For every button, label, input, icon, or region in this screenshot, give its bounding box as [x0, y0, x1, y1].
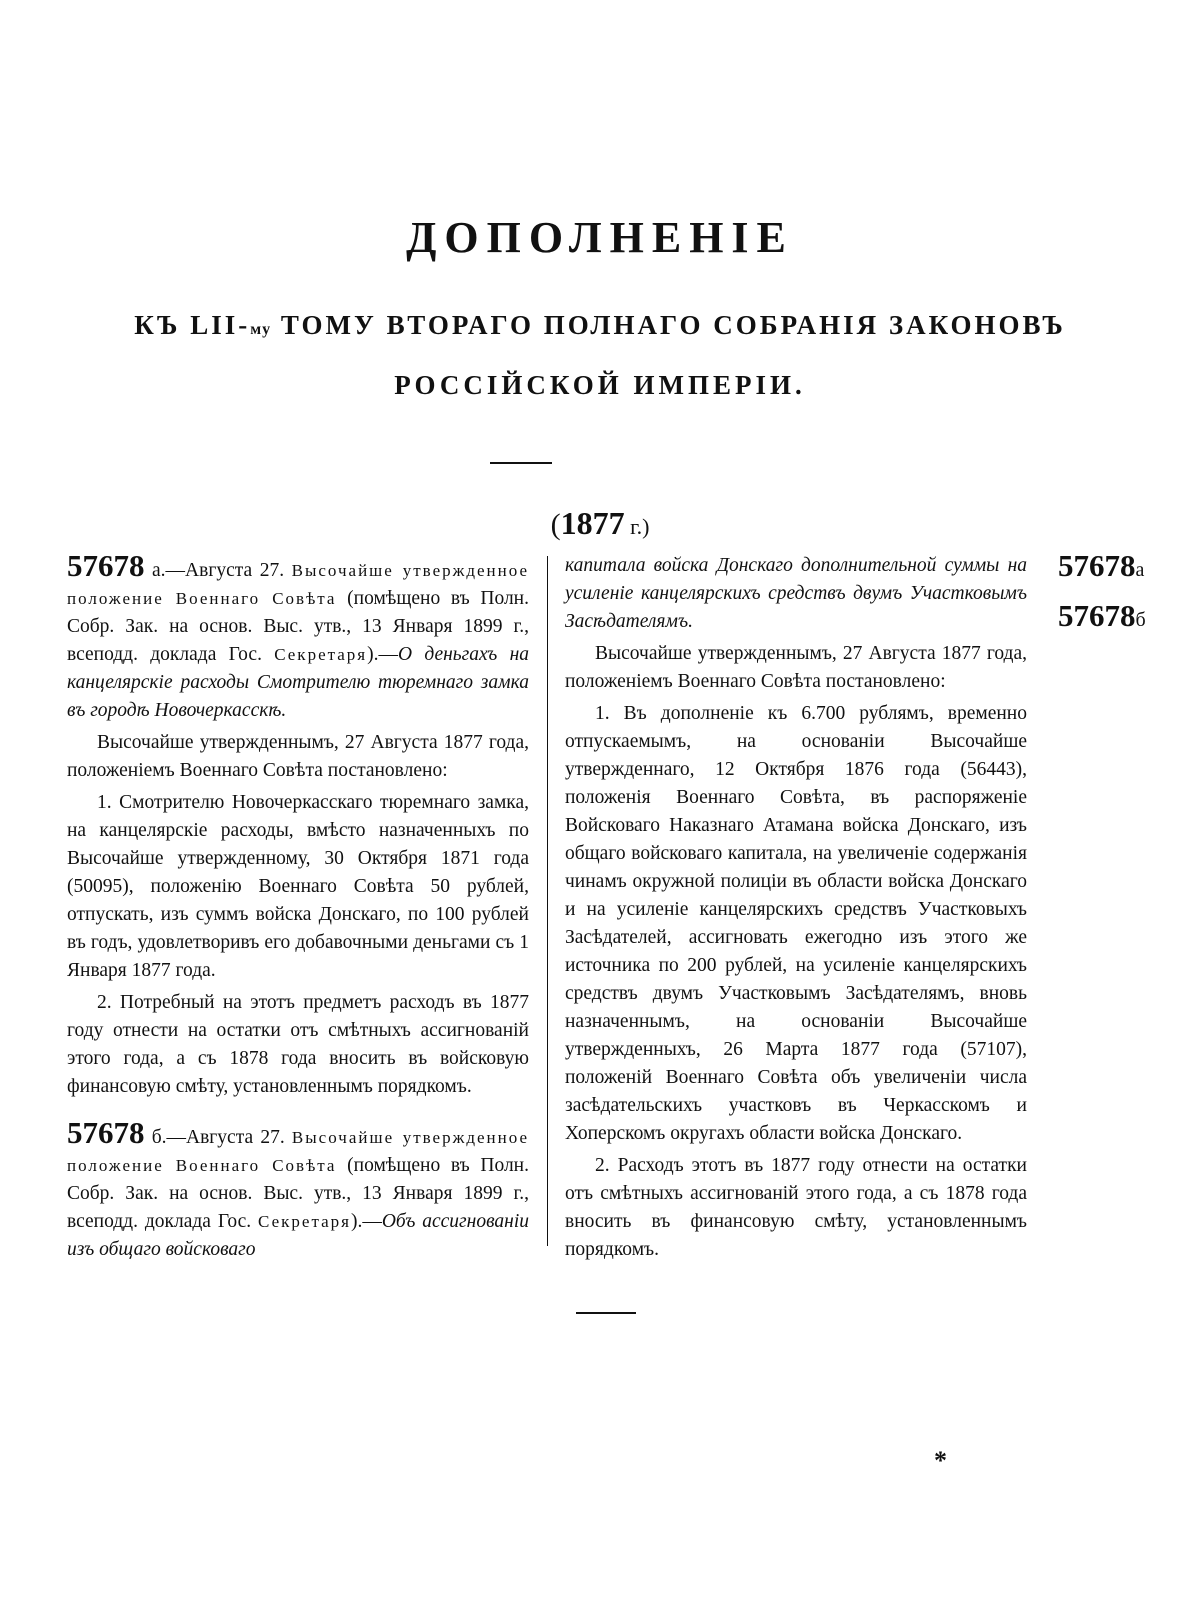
year-number: 1877	[560, 505, 625, 541]
entry-57678b	[67, 1115, 529, 1264]
year-heading	[0, 505, 1200, 542]
entry-paragraph-2: 2. Потребный на этотъ предметъ расходъ въ 1877 году отнести на остатки отъ смѣтныхъ ассигнованій этого года, а съ 1878 года вносить въ войсковую финансовую смѣту, установленнымъ порядкомъ.	[67, 992, 529, 1097]
entry-suffix: а.—Августа 27.	[144, 560, 292, 581]
margin-suffix: а	[1135, 559, 1145, 581]
entry-title-continued: капитала войска Донскаго дополнительной суммы на усиленіе канцелярскихъ средствъ двумъ Участковымъ Засѣдателямъ.	[565, 555, 1027, 632]
left-column	[67, 548, 529, 1274]
entry-title-left: Объ ассигнованіи изъ общаго войсковаго	[67, 1211, 529, 1260]
entry-intro: Высочайше утвержденнымъ, 27 Августа 1877 года, положеніемъ Военнаго Совѣта постановлено:	[67, 732, 529, 781]
entry-header	[67, 1115, 529, 1264]
entry-57678a	[67, 548, 529, 1101]
subtitle-start: КЪ LII-	[134, 310, 251, 340]
entry-paragraph-1: 1. Смотрителю Новочеркасскаго тюремнаго замка, на канцелярскіе расходы, вмѣсто назначенныхъ по Высочайше утвержденному, 30 Октября 1871 года (50095), положенію Военнаго Совѣта 50 рублей, отпускать, изъ суммъ войска Донскаго, по 100 рублей въ годъ, удовлетворивъ его добавочными деньгами съ 1 Января 1877 года.	[67, 792, 529, 981]
entry-header-spaced: Высочайше утвержденное положение Военнаго Совѣта	[67, 561, 529, 608]
entry-number: 57678	[67, 1115, 145, 1150]
column-divider	[547, 556, 548, 1246]
year-suffix: г.)	[624, 514, 650, 539]
subtitle-line2: РОССІЙСКОЙ ИМПЕРІИ.	[394, 370, 806, 400]
top-rule	[490, 462, 552, 464]
margin-number: 57678	[1058, 548, 1136, 583]
entry-header-end: ).—	[350, 1211, 382, 1232]
right-column	[565, 552, 1027, 1264]
entry-header-spaced2: Секретаря	[274, 645, 368, 664]
entry-intro: Высочайше утвержденнымъ, 27 Августа 1877 года, положеніемъ Военнаго Совѣта постановлено:	[565, 643, 1027, 692]
subtitle-end: ТОМУ ВТОРАГО ПОЛНАГО СОБРАНІЯ ЗАКОНОВЪ	[271, 310, 1066, 340]
margin-number-b	[1058, 598, 1146, 634]
entry-paragraph-1: 1. Въ дополненіе къ 6.700 рублямъ, временно отпускаемымъ, на основаніи Высочайше утвержденнаго, 12 Октября 1876 года (56443), положенія Военнаго Совѣта, въ распоряженіе Войсковаго Наказнаго Атамана войска Донскаго, изъ общаго войсковаго капитала, на увеличеніе содержанія чинамъ окружной полиціи въ области войска Донскаго и на усиленіе канцелярскихъ средствъ Участковыхъ Засѣдателей, ассигновать ежегодно изъ этого же источника по 200 рублей, на усиленіе канцелярскихъ средствъ двумъ Участковымъ Засѣдателямъ, вновь назначеннымъ, на основаніи Высочайше утвержденныхъ, 26 Марта 1877 года (57107), положеній Военнаго Совѣта объ увеличеніи числа засѣдательскихъ участковъ въ Черкасскомъ и Хоперскомъ округахъ области войска Донскаго.	[565, 703, 1027, 1144]
page-title: ДОПОЛНЕНІЕ	[406, 213, 794, 262]
entry-title: О деньгахъ на канцелярскіе расходы Смотрителю тюремнаго замка въ городѣ Новочеркасскѣ.	[67, 644, 529, 721]
year-open: (	[550, 508, 561, 541]
entry-number: 57678	[67, 548, 145, 583]
entry-suffix: б.—Августа 27.	[144, 1127, 292, 1148]
entry-header-spaced: Высочайше утвержденное положение Военнаго Совѣта	[67, 1128, 529, 1175]
margin-number: 57678	[1058, 598, 1136, 633]
entry-header-rest: (помѣщено въ Полн. Собр. Зак. на основ. Выс. утв., 13 Января 1899 г., всеподд. доклада Гос.	[67, 1155, 529, 1232]
subtitle-sup: му	[250, 321, 272, 338]
entry-header-rest: (помѣщено въ Полн. Собр. Зак. на основ. Выс. утв., 13 Января 1899 г., всеподд. доклада Гос.	[67, 588, 529, 665]
entry-paragraph-2: 2. Расходъ этотъ въ 1877 году отнести на остатки отъ смѣтныхъ ассигнованій этого года, а съ 1878 года вносить въ финансовую смѣту, установленнымъ порядкомъ.	[565, 1155, 1027, 1260]
entry-header-spaced2: Секретаря	[258, 1212, 351, 1231]
bottom-rule	[576, 1312, 636, 1314]
margin-number-a	[1058, 548, 1144, 584]
entry-header	[67, 548, 529, 725]
entry-header-end: ).—	[367, 644, 398, 665]
margin-suffix: б	[1135, 609, 1146, 631]
subtitle	[0, 310, 1200, 341]
footnote-asterisk: *	[934, 1446, 947, 1475]
